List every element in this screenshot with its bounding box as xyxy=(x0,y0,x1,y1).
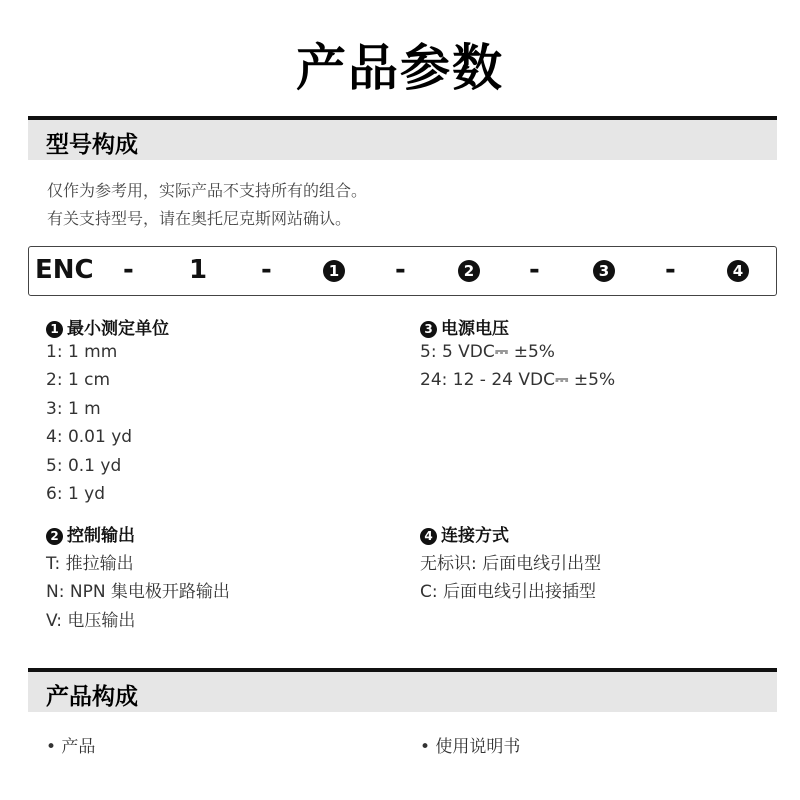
model-note-line2: 有关支持型号，请在奥托尼克斯网站确认。 xyxy=(47,209,352,228)
product-item: • 产品 xyxy=(46,737,96,757)
product-item: • 使用说明书 xyxy=(420,737,521,757)
spec4-item: C: 后面电线引出接插型 xyxy=(420,582,597,602)
number-2-icon: 2 xyxy=(46,528,63,545)
spec2-heading-label: 控制输出 xyxy=(67,526,135,546)
model-dash: - xyxy=(261,255,272,285)
product-section-header xyxy=(28,668,777,712)
spec4-heading-label: 连接方式 xyxy=(441,526,509,546)
page-title: 产品参数 xyxy=(296,39,504,97)
model-note-line1: 仅作为参考用，实际产品不支持所有的组合。 xyxy=(47,181,368,200)
spec3-item: 5: 5 VDC⎓ ±5% xyxy=(420,342,555,362)
model-dash: - xyxy=(395,255,406,285)
model-fixed-digit: 1 xyxy=(189,255,208,285)
slot4-number-icon: 4 xyxy=(727,260,749,282)
spec2-item: N: NPN 集电极开路输出 xyxy=(46,582,230,602)
product-section-heading: 产品构成 xyxy=(46,684,138,710)
spec4-item: 无标识: 后面电线引出型 xyxy=(420,554,602,574)
model-dash: - xyxy=(529,255,540,285)
model-section-heading: 型号构成 xyxy=(46,132,138,158)
spec1-item: 5: 0.1 yd xyxy=(46,456,122,476)
number-3-icon: 3 xyxy=(420,321,437,338)
spec1-item: 3: 1 m xyxy=(46,399,101,419)
spec1-item: 1: 1 mm xyxy=(46,342,118,362)
spec3-heading xyxy=(420,314,509,339)
spec2-item: V: 电压输出 xyxy=(46,611,136,631)
model-dash: - xyxy=(665,255,676,285)
slot1-number-icon: 1 xyxy=(323,260,345,282)
spec1-item: 4: 0.01 yd xyxy=(46,427,133,447)
model-section-header xyxy=(28,116,777,160)
slot3-number-icon: 3 xyxy=(593,260,615,282)
spec3-heading-label: 电源电压 xyxy=(441,319,509,339)
model-dash: - xyxy=(123,255,134,285)
number-1-icon: 1 xyxy=(46,321,63,338)
spec1-item: 6: 1 yd xyxy=(46,484,106,504)
spec2-item: T: 推拉输出 xyxy=(46,554,134,574)
model-code-bar xyxy=(28,246,777,296)
spec3-item: 24: 12 - 24 VDC⎓ ±5% xyxy=(420,370,616,390)
spec4-heading xyxy=(420,521,509,546)
spec2-heading xyxy=(46,521,135,546)
spec1-item: 2: 1 cm xyxy=(46,370,111,390)
spec1-heading-label: 最小测定单位 xyxy=(67,319,169,339)
number-4-icon: 4 xyxy=(420,528,437,545)
model-prefix: ENC xyxy=(35,255,94,285)
spec1-heading xyxy=(46,314,169,339)
slot2-number-icon: 2 xyxy=(458,260,480,282)
